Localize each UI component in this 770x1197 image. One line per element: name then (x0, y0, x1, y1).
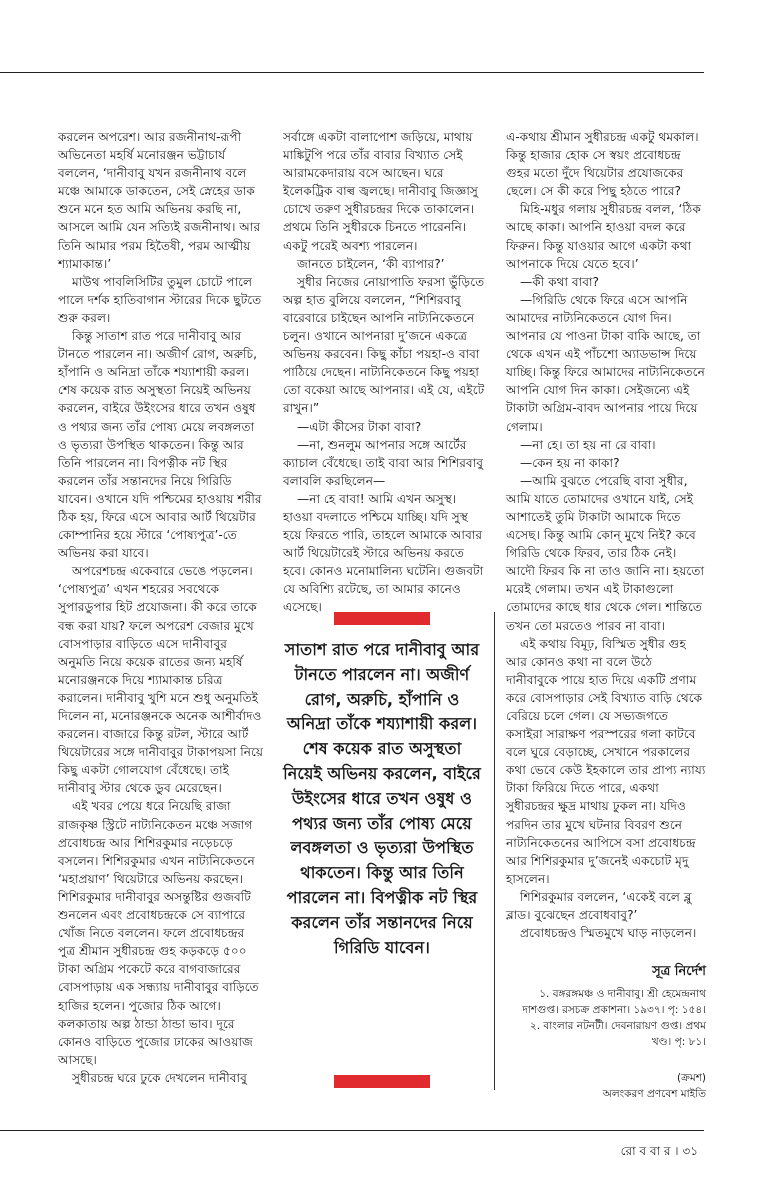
continued-note: (ক্রমশ) (676, 1072, 706, 1084)
paragraph: —কেন হয় না কাকা? (520, 455, 620, 470)
paragraph: —না, শুনলুম আপনার সঙ্গে আর্টের ক্যাচাল বেঁধেছে। তাই বাবা আর শিশিরবাবু বলাবলি করছিলেন— (283, 437, 484, 488)
paragraph: মিহি-মধুর গলায় সুধীরচন্দ্র বলল, ‘ঠিক আছে কাকা। আপনি হাওয়া বদল করে ফিরুন। কিন্তু যাওয়ার আগে একটা কথা আপনাকে দিয়ে যেতে হবে।’ (506, 202, 701, 271)
paragraph: কিন্তু সাতাশ রাত পরে দানীবাবু আর টানতে পারলেন না। অজীর্ণ রোগ, অরুচি, হাঁপানি ও অনিদ্রা তাঁকে শয্যাশায়ী করল। শেষ কয়েক রাত অসুস্থতা নিয়েই অভিনয় করলেন, বাইরে উইংসের ধারে তখন ওষুধ ও পথ্যর জন্য তাঁর পোষ্য মেয়ে লবঙ্গলতা ও ভৃত্যরা উপস্থিত থাকতেন। কিন্তু আর তিনি পারলেন না। বিপত্নীক নট স্থির করলেন তাঁর সন্তানদের নিয়ে গিরিডি যাবেন। ওখানে যদি পশ্চিমের হাওয়ায় শরীর ঠিক হয়, ফিরে এসে আবার আর্ট থিয়েটার কোম্পানির হয়ে স্টারে ‘পোষ্যপুত্র’-তে অভিনয় করা যাবে। (58, 329, 262, 561)
article-column-1 (58, 128, 264, 1087)
paragraph: সর্বাঙ্গে একটা বালাপোশ জড়িয়ে, মাথায় মাঙ্কিটুপি পরে তাঁর বাবার বিখ্যাত সেই আরামকেদারায় বসে আছেন। ঘরে ইলেকট্রিক বাল্ব জ্বলছে। দানীবাবু জিজ্ঞাসু চোখে তরুণ সুধীরচন্দ্রর দিকে তাকালেন। প্রথমে তিনি সুধীরকে চিনতে পারেননি। একটু পরেই অবশ্য পারলেন। (283, 130, 478, 253)
top-rule (0, 72, 704, 73)
paragraph: এই কথায় বিমূঢ়, বিস্মিত সুধীর গুহ আর কোনও কথা না বলে উঠে দানীবাবুকে পায়ে হাত দিয়ে একটি প্রণাম করে বোসপাড়ার সেই বিখ্যাত বাড়ি থেকে বেরিয়ে চলে গেল। যে সভ্যজগতে কসাইরা সারাক্ষণ পরস্পরের গলা কাটবে বলে ঘুরে বেড়াচ্ছে, সেখানে পরকালের কথা ভেবে কেউ ইহকালে তার প্রাপ্য ন্যায্য টাকা ফিরিয়ে দিতে পারে, একথা সুধীরচন্দ্রর ক্ষুদ্র মাথায় ঢুকল না। যদিও পরদিন তার মুখে ঘটনার বিবরণ শুনে নাট্যনিকেতনের আপিসে বসা প্রবোধচন্দ্র আর শিশিরকুমার দু’জনেই একচোট মৃদু হাসলেন। (506, 636, 706, 886)
paragraph: শিশিরকুমার বললেন, ‘একেই বলে ব্লু ব্লাড। বুঝেছেন প্রবোধবাবু?’ (506, 889, 692, 923)
paragraph: —না হে। তা হয় না রে বাবা। (520, 437, 656, 452)
paragraph: জানতে চাইলেন, ‘কী ব্যাপার?’ (297, 256, 445, 271)
paragraph: এ-কথায় শ্রীমান সুধীরচন্দ্র একটু থমকাল। কিন্তু হাজার হোক সে স্বয়ং প্রবোধচন্দ্র গুহর মতো দুঁদে থিয়েটার প্রযোজকের ছেলে। সে কী করে পিছু হঠতে পারে? (506, 130, 699, 199)
paragraph: সুধীরচন্দ্র ঘরে ঢুকে দেখলেন দানীবাবু (72, 1070, 247, 1085)
reference-item: ২. বাংলার নটনটী। দেবনারায়ণ গুপ্ত। প্রথম খণ্ড। পৃ: ৮১। (529, 1020, 706, 1048)
pull-quote-box (282, 612, 482, 1090)
illustration-credit: অলংকরণ প্রণবেশ মাইতি (602, 1088, 706, 1100)
paragraph: অপরেশচন্দ্র একেবারে ভেঙে পড়লেন। ‘পোষ্যপুত্র’ এখন শহরের সবথেকে সুপারডুপার হিট প্রযোজনা। কী করে তাকে বন্ধ করা যায়? ফলে অপরেশ বেজার মুখে বোসপাড়ার বাড়িতে এসে দানীবাবুর অনুমতি নিয়ে কয়েক রাতের জন্য মহর্ষি মনোরঞ্জনকে দিয়ে শ্যামাকান্ত চরিত্র করালেন। দানীবাবু খুশি মনে শুধু অনুমতিই দিলেন না, মনোরঞ্জনকে অনেক আশীর্বাদও করলেন। বাজারে কিন্তু রটল, স্টারে আর্ট থিয়েটারের সঙ্গে দানীবাবুর টাকাপয়সা নিয়ে কিছু একটা গোলযোগ বেঁধেছে। তাই দানীবাবু স্টার থেকে ডুব মেরেছেন। (58, 564, 264, 796)
paragraph: প্রবোধচন্দ্রও স্মিতমুখে ঘাড় নাড়লেন। (520, 926, 697, 941)
pull-quote-top-bar (334, 612, 430, 625)
references (506, 964, 706, 1050)
paragraph: সুধীর নিজের নোয়াপাতি ফরসা ভুঁড়িতে অল্প হাত বুলিয়ে বললেন, “শিশিরবাবু বারেবারে চাইছেন আপনি নাট্যনিকেতনে চলুন। ওখানে আপনারা দু’জনে একত্রে অভিনয় করবেন। কিছু কাঁচা পয়হা-ও বাবা পাঠিয়ে দেছেন। নাট্যনিকেতনে কিছু পয়হা তো বকেয়া আছে আপনার। এই যে, এইটে রাখুন।” (283, 274, 485, 416)
paragraph: মাউথ পাবলিসিটির তুমুল চোটে পালে পালে দর্শক হাতিবাগান স্টারের দিকে ছুটতে শুরু করল। (58, 274, 262, 325)
bottom-rule (0, 1130, 704, 1131)
paragraph: —এটা কীসের টাকা বাবা? (297, 419, 422, 434)
article-column-2 (283, 128, 486, 617)
paragraph: —না হে বাবা! আমি এখন অসুস্থ। হাওয়া বদলাতে পশ্চিমে যাচ্ছি। যদি সুস্থ হয়ে ফিরতে পারি, তাহলে আমাকে আবার আর্ট থিয়েটারেই স্টারে অভিনয় করতে হবে। কোনও মনোমালিন্য ঘটেনি। গুজবটা যে অবিশ্যি রটেছে, তা আমার কানেও এসেছে। (283, 491, 484, 615)
column-divider (494, 612, 495, 1090)
paragraph: —আমি বুঝতে পেরেছি বাবা সুধীর, আমি যাতে তোমাদের ওখানে যাই, সেই আশাতেই তুমি টাকাটা আমাকে দিতে এসেছ। কিন্তু আমি কোন্ মুখে নিই? কবে গিরিডি থেকে ফিরব, তার ঠিক নেই। আদৌ ফিরব কি না তাও জানি না। হয়তো মরেই গেলাম। তখন এই টাকাগুলো তোমাদের কাছে ধার থেকে গেল। শান্তিতে তখন তো মরতেও পারব না বাবা। (506, 473, 704, 633)
page-number: ৩১ (682, 1144, 698, 1158)
pull-quote-bottom-bar (334, 1075, 430, 1088)
pull-quote-text: সাতাশ রাত পরে দানীবাবু আর টানতে পারলেন না। অজীর্ণ রোগ, অরুচি, হাঁপানি ও অনিদ্রা তাঁকে শয্যাশায়ী করল। শেষ কয়েক রাত অসুস্থতা নিয়েই অভিনয় করলেন, বাইরে উইংসের ধারে তখন ওষুধ ও পথ্যর জন্য তাঁর পোষ্য মেয়ে লবঙ্গলতা ও ভৃত্যরা উপস্থিত থাকতেন। কিন্তু আর তিনি পারলেন না। বিপত্নীক নট স্থির করলেন তাঁর সন্তানদের নিয়ে গিরিডি যাবেন। (283, 640, 481, 957)
paragraph: এই খবর পেয়ে ধরে নিয়েছি রাজা রাজকৃষ্ণ স্ট্রিটে নাট্যনিকেতন মঞ্চে সজাগ প্রবোধচন্দ্র আর শিশিরকুমার নড়েচড়ে বসলেন। শিশিরকুমার এখন নাট্যনিকেতনে ‘মহাপ্রয়াণ’ থিয়েটারে অভিনয় করছেন। শিশিরকুমার দানীবাবুর অসন্তুষ্টির গুজবটি শুনলেন এবং প্রবোধচন্দ্রকে সে ব্যাপারে খোঁজ নিতে বললেন। ফলে প্রবোধচন্দ্রর পুত্র শ্রীমান সুধীরচন্দ্র গুহ কড়কড়ে ৫০০ টাকা অগ্রিম পকেটে করে বাগবাজারের বোসপাড়ায় এক সন্ধ্যায় দানীবাবুর বাড়িতে হাজির হলেন। পুজোর ঠিক আগে। কলকাতায় অল্প ঠান্ডা ঠান্ডা ভাব। দূরে কোনও বাড়িতে পুজোর ঢাকের আওয়াজ আসছে। (58, 799, 259, 1067)
paragraph: —গিরিডি থেকে ফিরে এসে আপনি আমাদের নাট্যনিকেতনে যোগ দিন। আপনার যে পাওনা টাকা বাকি আছে, তা থেকে এখন এই পাঁচশো অ্যাডভান্স দিয়ে যাচ্ছি। কিন্তু ফিরে আমাদের নাট্যনিকেতনে আপনি যোগ দিন কাকা। সেইজন্যে এই টাকাটা অগ্রিম-বাবদ আপনার পায়ে দিয়ে গেলাম। (506, 292, 705, 434)
paragraph: করলেন অপরেশ। আর রজনীনাথ-রূপী অভিনেতা মহর্ষি মনোরঞ্জন ভট্টাচার্য বললেন, ‘দানীবাবু যখন রজনীনাথ বলে মঞ্চে আমাকে ডাকতেন, সেই স্নেহের ডাক শুনে মনে হত আমি অভিনয় করছি না, আসলে আমি যেন সত্যিই রজনীনাথ। আর তিনি আমার পরম হিতৈষী, পরম আত্মীয় শ্যামাকান্ত।’ (58, 130, 261, 271)
magazine-name: রো ব বা র (620, 1144, 671, 1158)
references-heading: সূত্র নির্দেশ (652, 964, 706, 979)
credits (506, 1070, 706, 1102)
article-column-3 (506, 128, 706, 942)
page-footer: রো ব বা র । ৩১ (620, 1144, 698, 1158)
paragraph: —কী কথা বাবা? (520, 274, 600, 289)
reference-item: ১. বঙ্গরঙ্গমঞ্চ ও দানীবাবু। শ্রী হেমেন্দ্রনাথ দাশগুপ্ত। রসচক্র প্রকাশনা। ১৯৩৭। পৃ: ১৫৪। (522, 988, 706, 1016)
